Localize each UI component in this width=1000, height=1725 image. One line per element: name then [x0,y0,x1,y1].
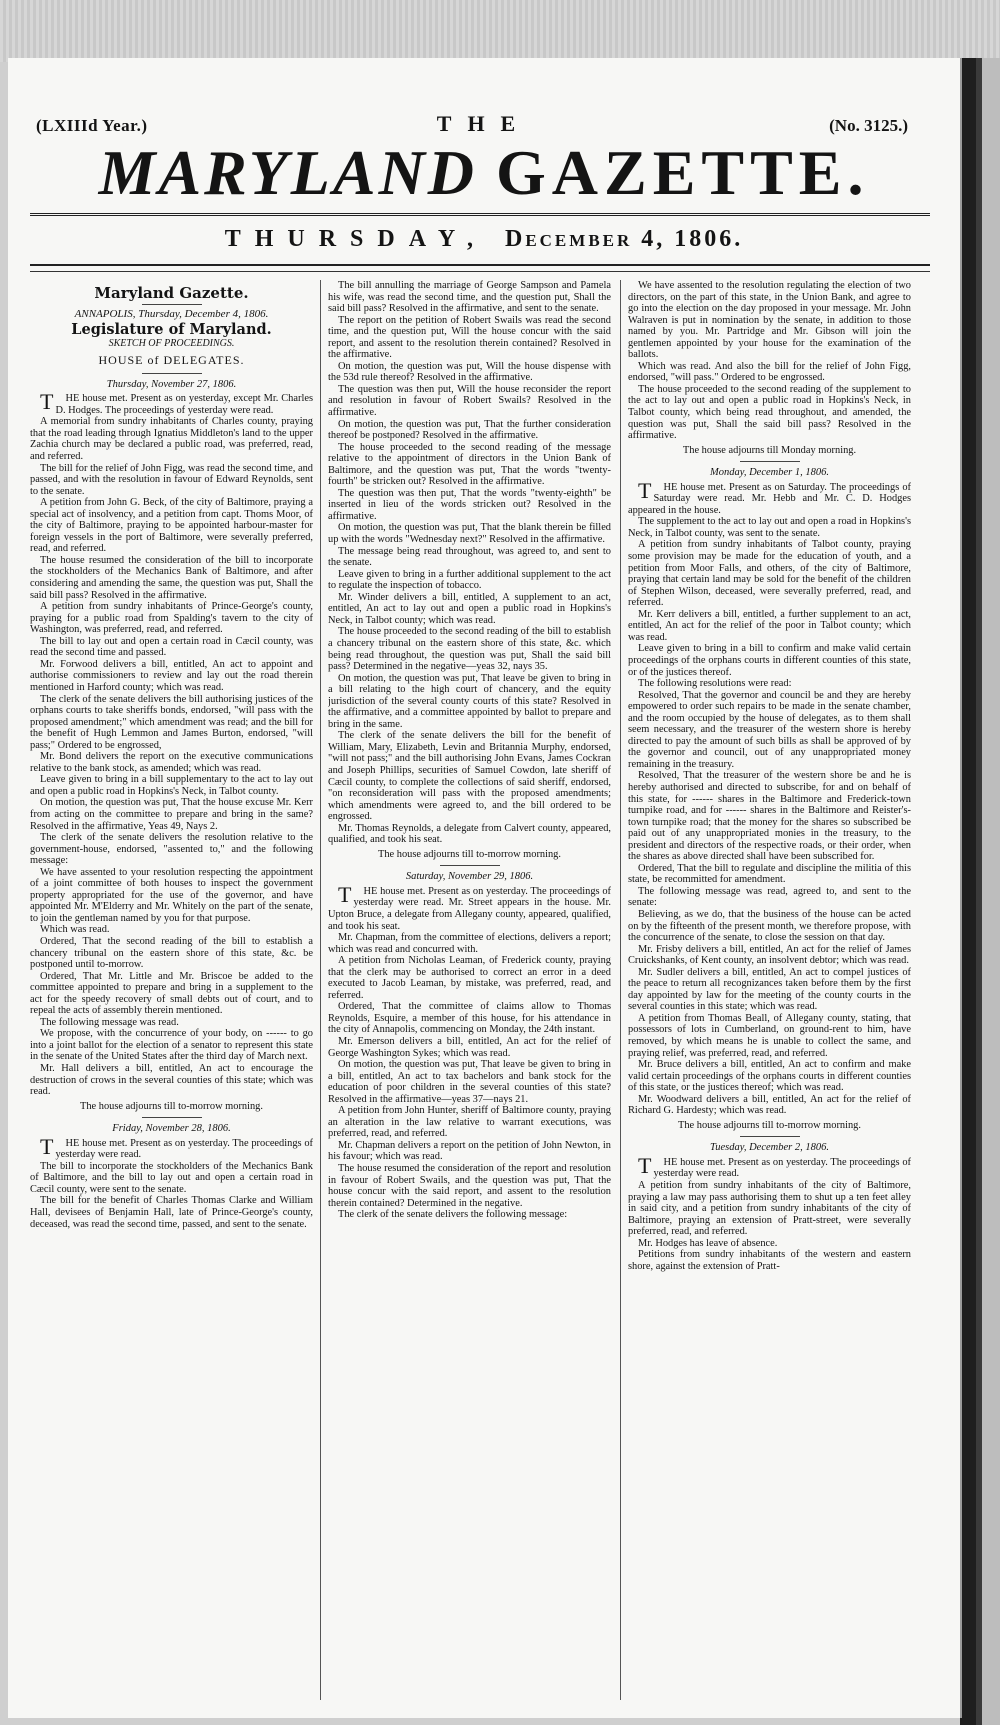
divider [740,1136,800,1137]
day-heading: Tuesday, December 2, 1806. [710,1142,829,1154]
paragraph: Which was read. [40,924,110,936]
paragraph: Mr. Frisby delivers a bill, entitled, An act for the relief of James Cruickshanks, of Kent county, an insolvent debtor; which was read. [628,943,911,967]
paragraph: THE house met. Present as on yesterday, except Mr. Charles D. Hodges. The proceedings of yesterday were read. [40,389,313,416]
issue-day: THURSDAY, [224,226,487,252]
issue-number: (No. 3125.) [829,116,908,135]
day-heading: Saturday, November 29, 1806. [405,871,534,883]
binding-gutter [960,58,1000,1725]
paragraph: The bill for the relief of John Figg, was read the second time, and passed, and with the resolution in favour of Edward Reynolds, sent to the senate. [30,462,313,497]
paragraph: A petition from sundry inhabitants of Talbot county, praying some provision may be made for the education of youth, and a petition from Moor Falls, and others, of the city of Baltimore, praying that certain land may be sold for the benefit of the children of Stephen Wilson, deceased, were severally preferred, read, and referred. [628,539,911,609]
adjournment: The house adjourns till to-morrow morning. [80,1100,263,1112]
paragraph: The house resumed the consideration of the bill to incorporate the stockholders of the Mechanics Bank of Baltimore, and after considering and amending the same, the question was put, Shall the said bill pass? Resolved in the affirmative. [30,554,313,601]
paragraph: A petition from sundry inhabitants of the city of Baltimore, praying a law may pass authorising them to shut up a ten feet alley in said city, and a petition from sundry inhabitants of the city of Baltimore, praying an extension of Pratt-street, were severally preferred, read, and referred. [628,1180,911,1238]
masthead [8,58,960,302]
paragraph: On motion, the question was put, Will the house dispense with the 53d rule thereof? Resolved in the affirmative. [328,360,611,384]
paragraph: Resolved, That the governor and council be and they are hereby empowered to order such repairs to be made in the senate chamber, and the room occupied by the house of delegates, as to them shall seem necessary, and the treasurer of the western shore is hereby directed to pay the amount of such bills as shall be approved of by the governor and council, out of any unappropriated money remaining in the treasury. [628,689,911,770]
paragraph: Mr. Chapman delivers a report on the petition of John Newton, in his favour; which was read. [328,1139,611,1163]
paragraph: The house resumed the consideration of the report and resolution in favour of Robert Swails, and the question was put, That the house concur with the said report, and assent to the resolution therein contained? Determined in the negative. [328,1163,611,1209]
paragraph: The bill for the benefit of Charles Thomas Clarke and William Hall, devisees of Benjamin Hall, late of Prince-George's county, deceased, was read the second time, passed, and sent to the senate. [30,1195,313,1230]
paragraph: Mr. Sudler delivers a bill, entitled, An act to compel justices of the peace to return all recognizances taken before them by the first day appointed by law for the meeting of the county courts in the several counties in this state; which was read. [628,966,911,1013]
paragraph: Petitions from sundry inhabitants of the western and eastern shore, against the extension of Pratt- [628,1249,911,1272]
divider [440,865,500,866]
paragraph: The clerk of the senate delivers the following message: [338,1209,568,1221]
paragraph: Mr. Bond delivers the report on the executive communications relative to the bank stock, as amended; which was read. [30,751,313,774]
paragraph: Leave given to bring in a bill to confirm and make valid certain proceedings of the orphans courts in different counties of this state, or of the justices thereof. [628,643,911,678]
divider [142,373,202,374]
day-heading: Monday, December 1, 1806. [710,467,829,479]
paragraph: Leave given to bring in a further additional supplement to the act to regulate the inspection of tobacco. [328,568,611,592]
day-heading: Thursday, November 27, 1806. [106,378,237,390]
paragraph: We propose, with the concurrence of your body, on ------ to go into a joint ballot for the election of a senator to represent this state in the senate of the United States after the third day of March next. [30,1028,313,1063]
paragraph: The bill annulling the marriage of George Sampson and Pamela his wife, was read the second time, and the question put, Shall the said bill pass? Resolved in the affirmative, and sent to the senate. [328,280,611,315]
paragraph: THE house met. Present as on yesterday. The proceedings of yesterday were read. [638,1152,911,1180]
scan-background [0,0,1000,62]
paragraph: The following message was read, agreed to, and sent to the senate: [628,885,911,909]
paragraph: The house proceeded to the second reading of the message relative to the appointment of directors in the Union Bank of Baltimore, and the question was put, That the words "twenty-fourth" be stricken out? Resolved in the affirmative. [328,441,611,488]
newspaper-page [8,58,960,1718]
paragraph: Believing, as we do, that the business of the house can be acted on by the fifteenth of the present month, we therefore propose, with the concurrence of the senate, to close the session on that day. [628,908,911,944]
paragraph: THE house met. Present as on yesterday. The proceedings of yesterday were read. Mr. Street appears in the house. Mr. Upton Bruce, a delegate from Allegany county, appeared, qualified, and took his seat. [328,881,611,932]
title-gazette: GAZETTE. [496,137,870,208]
paragraph: A petition from Nicholas Leaman, of Frederick county, praying that the clerk may be authorised to correct an error in a deed executed to Jacob Leaman, by mistake, was preferred, read, and referred. [328,955,611,1001]
paragraph: Mr. Emerson delivers a bill, entitled, An act for the relief of George Washington Sykes; which was read. [328,1036,611,1059]
divider [142,304,202,305]
paragraph: The report on the petition of Robert Swails was read the second time, and the question put, Will the house concur with the said report, and assent to the resolution therein contained? Resolved in the affirmative. [328,314,611,361]
paragraph: A petition from John G. Beck, of the city of Baltimore, praying a special act of insolvency, and a petition from capt. Thoms Moor, of the city of Baltimore, praying to be appointed harbour-master for foreign vessels in the port of Baltimore, were severally preferred, read, and referred. [30,497,313,555]
paragraph: Mr. Bruce delivers a bill, entitled, An act to confirm and make valid certain proceedings of the orphans courts in different counties of this state, or the justices thereof; which was read. [628,1059,911,1094]
paragraph: Which was read. And also the bill for the relief of John Figg, endorsed, "will pass." Ordered to be engrossed. [628,360,911,384]
issue-date: December 4, 1806. [504,226,744,252]
paragraph: The following resolutions were read: [638,678,792,690]
paragraph: The clerk of the senate delivers the bill for the benefit of William, Mary, Elizabeth, Levin and Britannia Murphy, endorsed, "will not pass;" and the bill authorising John Evans, James Cockran and Joseph Phillips, securities of Samuel Cowdon, late sheriff of Cæcil county, to complete the collections of said sheriff, endorsed, "on reconsideration will pass with the proposed amendments; which amendments were agreed to, and the bill ordered to be engrossed. [328,730,611,823]
newspaper-title [8,136,960,210]
paragraph: Mr. Winder delivers a bill, entitled, A supplement to an act, entitled, An act to lay out and open a public road in Hopkins's Neck, in Talbot county; which was read. [328,591,611,626]
house-heading: HOUSE of DELEGATES. [98,353,245,368]
year-label: (LXIIId Year.) [36,116,148,135]
sketch-subheading: SKETCH OF PROCEEDINGS. [108,337,235,349]
paragraph: Mr. Hall delivers a bill, entitled, An act to encourage the destruction of crows in the several counties of this state; which was read. [30,1063,313,1098]
paragraph: The question was then put, Will the house reconsider the report and resolution in favour of Robert Swails? Resolved in the affirmative. [328,383,611,419]
masthead-rule [30,213,930,216]
paragraph: The question was then put, That the words "twenty-eighth" be inserted in lieu of the words stricken out? Resolved in the affirmative. [328,487,611,522]
dateline-rule [30,264,930,266]
paragraph: The house proceeded to the second reading of the supplement to the act to lay out and open a public road in Hopkins's Neck, in Talbot county, which being read throughout, and amended, the question was put, Shall the said bill pass? Resolved in the affirmative. [628,383,911,442]
day-heading: Friday, November 28, 1806. [112,1123,231,1135]
adjournment: The house adjourns till to-morrow morning. [678,1119,861,1131]
paragraph: The bill to incorporate the stockholders of the Mechanics Bank of Baltimore, and the bill to lay out and open a certain road in Cæcil county, were sent to the senate. [30,1160,313,1195]
paragraph: Leave given to bring in a bill supplementary to the act to lay out and open a public road in Hopkins's Neck, in Talbot county. [30,774,313,797]
paragraph: THE house met. Present as on yesterday. The proceedings of yesterday were read. [40,1133,313,1161]
paragraph: The clerk of the senate delivers the resolution relative to the government-house, endorsed, "assented to," and the following message: [30,832,313,867]
paragraph: A memorial from sundry inhabitants of Charles county, praying that the road leading through Ignatius Middleton's land to the upper Zachia church may be declared a public road, was preferred, read, and referred. [30,416,313,463]
adjournment: The house adjourns till Monday morning. [682,444,857,456]
paragraph: The bill to lay out and open a certain road in Cæcil county, was read the second time and passed. [30,635,313,659]
paragraph: A petition from John Hunter, sheriff of Baltimore county, praying an alteration in the law relative to warrant executions, was preferred, read, and referred. [328,1105,611,1140]
paragraph: The message being read throughout, was agreed to, and sent to the senate. [328,545,611,569]
paragraph: Ordered, That the bill to regulate and discipline the militia of this state, be recommitted for amendment. [628,862,911,886]
paragraph: Ordered, That the second reading of the bill to establish a chancery tribunal on the eastern shore of this state, &c. be postponed until to-morrow. [30,935,313,971]
column-2 [328,280,611,1700]
legislature-heading: Legislature of Maryland. [71,321,272,339]
paragraph: Mr. Kerr delivers a bill, entitled, a further supplement to an act, entitled, An act for the relief of the poor in Talbot county; which was read. [628,608,911,643]
paragraph: Mr. Hodges has leave of absence. [638,1237,778,1249]
paragraph: Mr. Forwood delivers a bill, entitled, An act to appoint and authorise commissioners to review and lay out the road therein mentioned in Harford county; which was read. [30,658,313,693]
paragraph: A petition from sundry inhabitants of Prince-George's county, praying for a public road from Spalding's tavern to the city of Washington, was preferred, read, and referred. [30,601,313,636]
column-1 [30,280,313,1700]
paragraph: THE house met. Present as on Saturday. The proceedings of Saturday were read. Mr. Hebb and Mr. C. D. Hodges appeared in the house. [628,477,911,516]
column-3 [628,280,911,1700]
paragraph: Ordered, That Mr. Little and Mr. Briscoe be added to the committee appointed to prepare and bring in a supplement to the act for the speedy recovery of small debts out of court, and to repeal the acts of assembly therein mentioned. [30,970,313,1017]
issue-dateline [8,226,960,253]
adjournment: The house adjourns till to-morrow morning. [378,848,561,860]
divider [740,461,800,462]
paragraph: Mr. Woodward delivers a bill, entitled, An act for the relief of Richard G. Hardesty; which was read. [628,1093,911,1117]
paragraph: Mr. Chapman, from the committee of elections, delivers a report; which was read and concurred with. [328,932,611,955]
paragraph: Resolved, That the treasurer of the western shore be and he is hereby authorised and directed to subscribe, for and on behalf of this state, for ------ shares in the Baltimore and Frederick-town turnpike road, and for ------ shares in the Baltimore and Reister's-town turnpike road; that the money for the shares so subscribed be paid out of any unappropriated monies in the treasury, to the president and directors of the respective roads, or their order, when the shares as above directed shall have been subscribed for. [628,770,911,863]
paragraph: Ordered, That the committee of claims allow to Thomas Reynolds, Esquire, a member of this house, for his attendance in the city of Annapolis, commencing on Monday, the 24th instant. [328,1001,611,1036]
place-dateline: ANNAPOLIS, Thursday, December 4, 1806. [74,307,269,320]
paragraph: The following message was read. [40,1016,179,1028]
paragraph: The supplement to the act to lay out and open a road in Hopkins's Neck, in Talbot county, was sent to the senate. [628,516,911,539]
paragraph: On motion, the question was put, That the further consideration thereof be postponed? Resolved in the affirmative. [328,418,611,442]
dateline-rule-thin [30,271,930,272]
paragraph: On motion, the question was put, That the house excuse Mr. Kerr from acting on the committee to prepare and bring in the same? Resolved in the affirmative, Yeas 49, Nays 2. [30,797,313,832]
column-divider [620,280,621,1700]
title-maryland: MARYLAND [98,137,477,208]
paper-name-heading: Maryland Gazette. [94,284,249,302]
paragraph: We have assented to your resolution respecting the appointment of a joint committee of both houses to inspect the government property appropriated for the use of the governor, and have appointed Mr. M'Elderry and Mr. Whitely on the part of the senate, to join the gentleman named by you for that purpose. [30,866,313,924]
paragraph: The house proceeded to the second reading of the bill to establish a chancery tribunal on the eastern shore of this state, &c. which being read throughout, the question was put, Shall the said bill pass? Determined in the negative—yeas 32, nays 35. [328,626,611,673]
paragraph: We have assented to the resolution regulating the election of two directors, on the part of this state, in the Union Bank, and agree to go into the election on the day proposed in your message. Mr. John Walraven is put in nomination by the senate, in addition to those named by you. Mr. Partridge and Mr. Gibson will join the gentlemen appointed by your house for the examination of the ballots. [628,280,911,361]
paragraph: The clerk of the senate delivers the bill authorising justices of the orphans courts to take sheriffs bonds, endorsed, "will pass with the proposed amendment;" which amendment was read; and the bill for the benefit of Hugh Lemmon and James Burton, endorsed, "will pass;" Ordered to be engrossed, [30,693,313,751]
paragraph: Mr. Thomas Reynolds, a delegate from Calvert county, appeared, qualified, and took his seat. [328,822,611,846]
divider [142,1117,202,1118]
article-columns [30,280,940,1700]
column-divider [320,280,321,1700]
paragraph: On motion, the question was put, That the blank therein be filled up with the words "Wednesday next?" Resolved in the affirmative. [328,522,611,546]
paragraph: On motion, the question was put, That leave be given to bring in a bill, entitled, An act to tax bachelors and bank stock for the education of poor children in the several counties of this state? Resolved in the affirmative—yeas 37—nays 21. [328,1059,611,1105]
the-label: THE [436,111,532,136]
paragraph: A petition from Thomas Beall, of Allegany county, stating, that possessors of lots in Cumberland, on ground-rent to him, have removed, by which means he is unable to collect the same, and praying relief, was preferred, read, and referred. [628,1012,911,1059]
paragraph: On motion, the question was put, That leave be given to bring in a bill relating to the high court of chancery, and the equity jurisdiction of the several county courts of this state? Resolved in the affirmative, and a committee appointed by ballot to prepare and bring in the same. [328,672,611,730]
